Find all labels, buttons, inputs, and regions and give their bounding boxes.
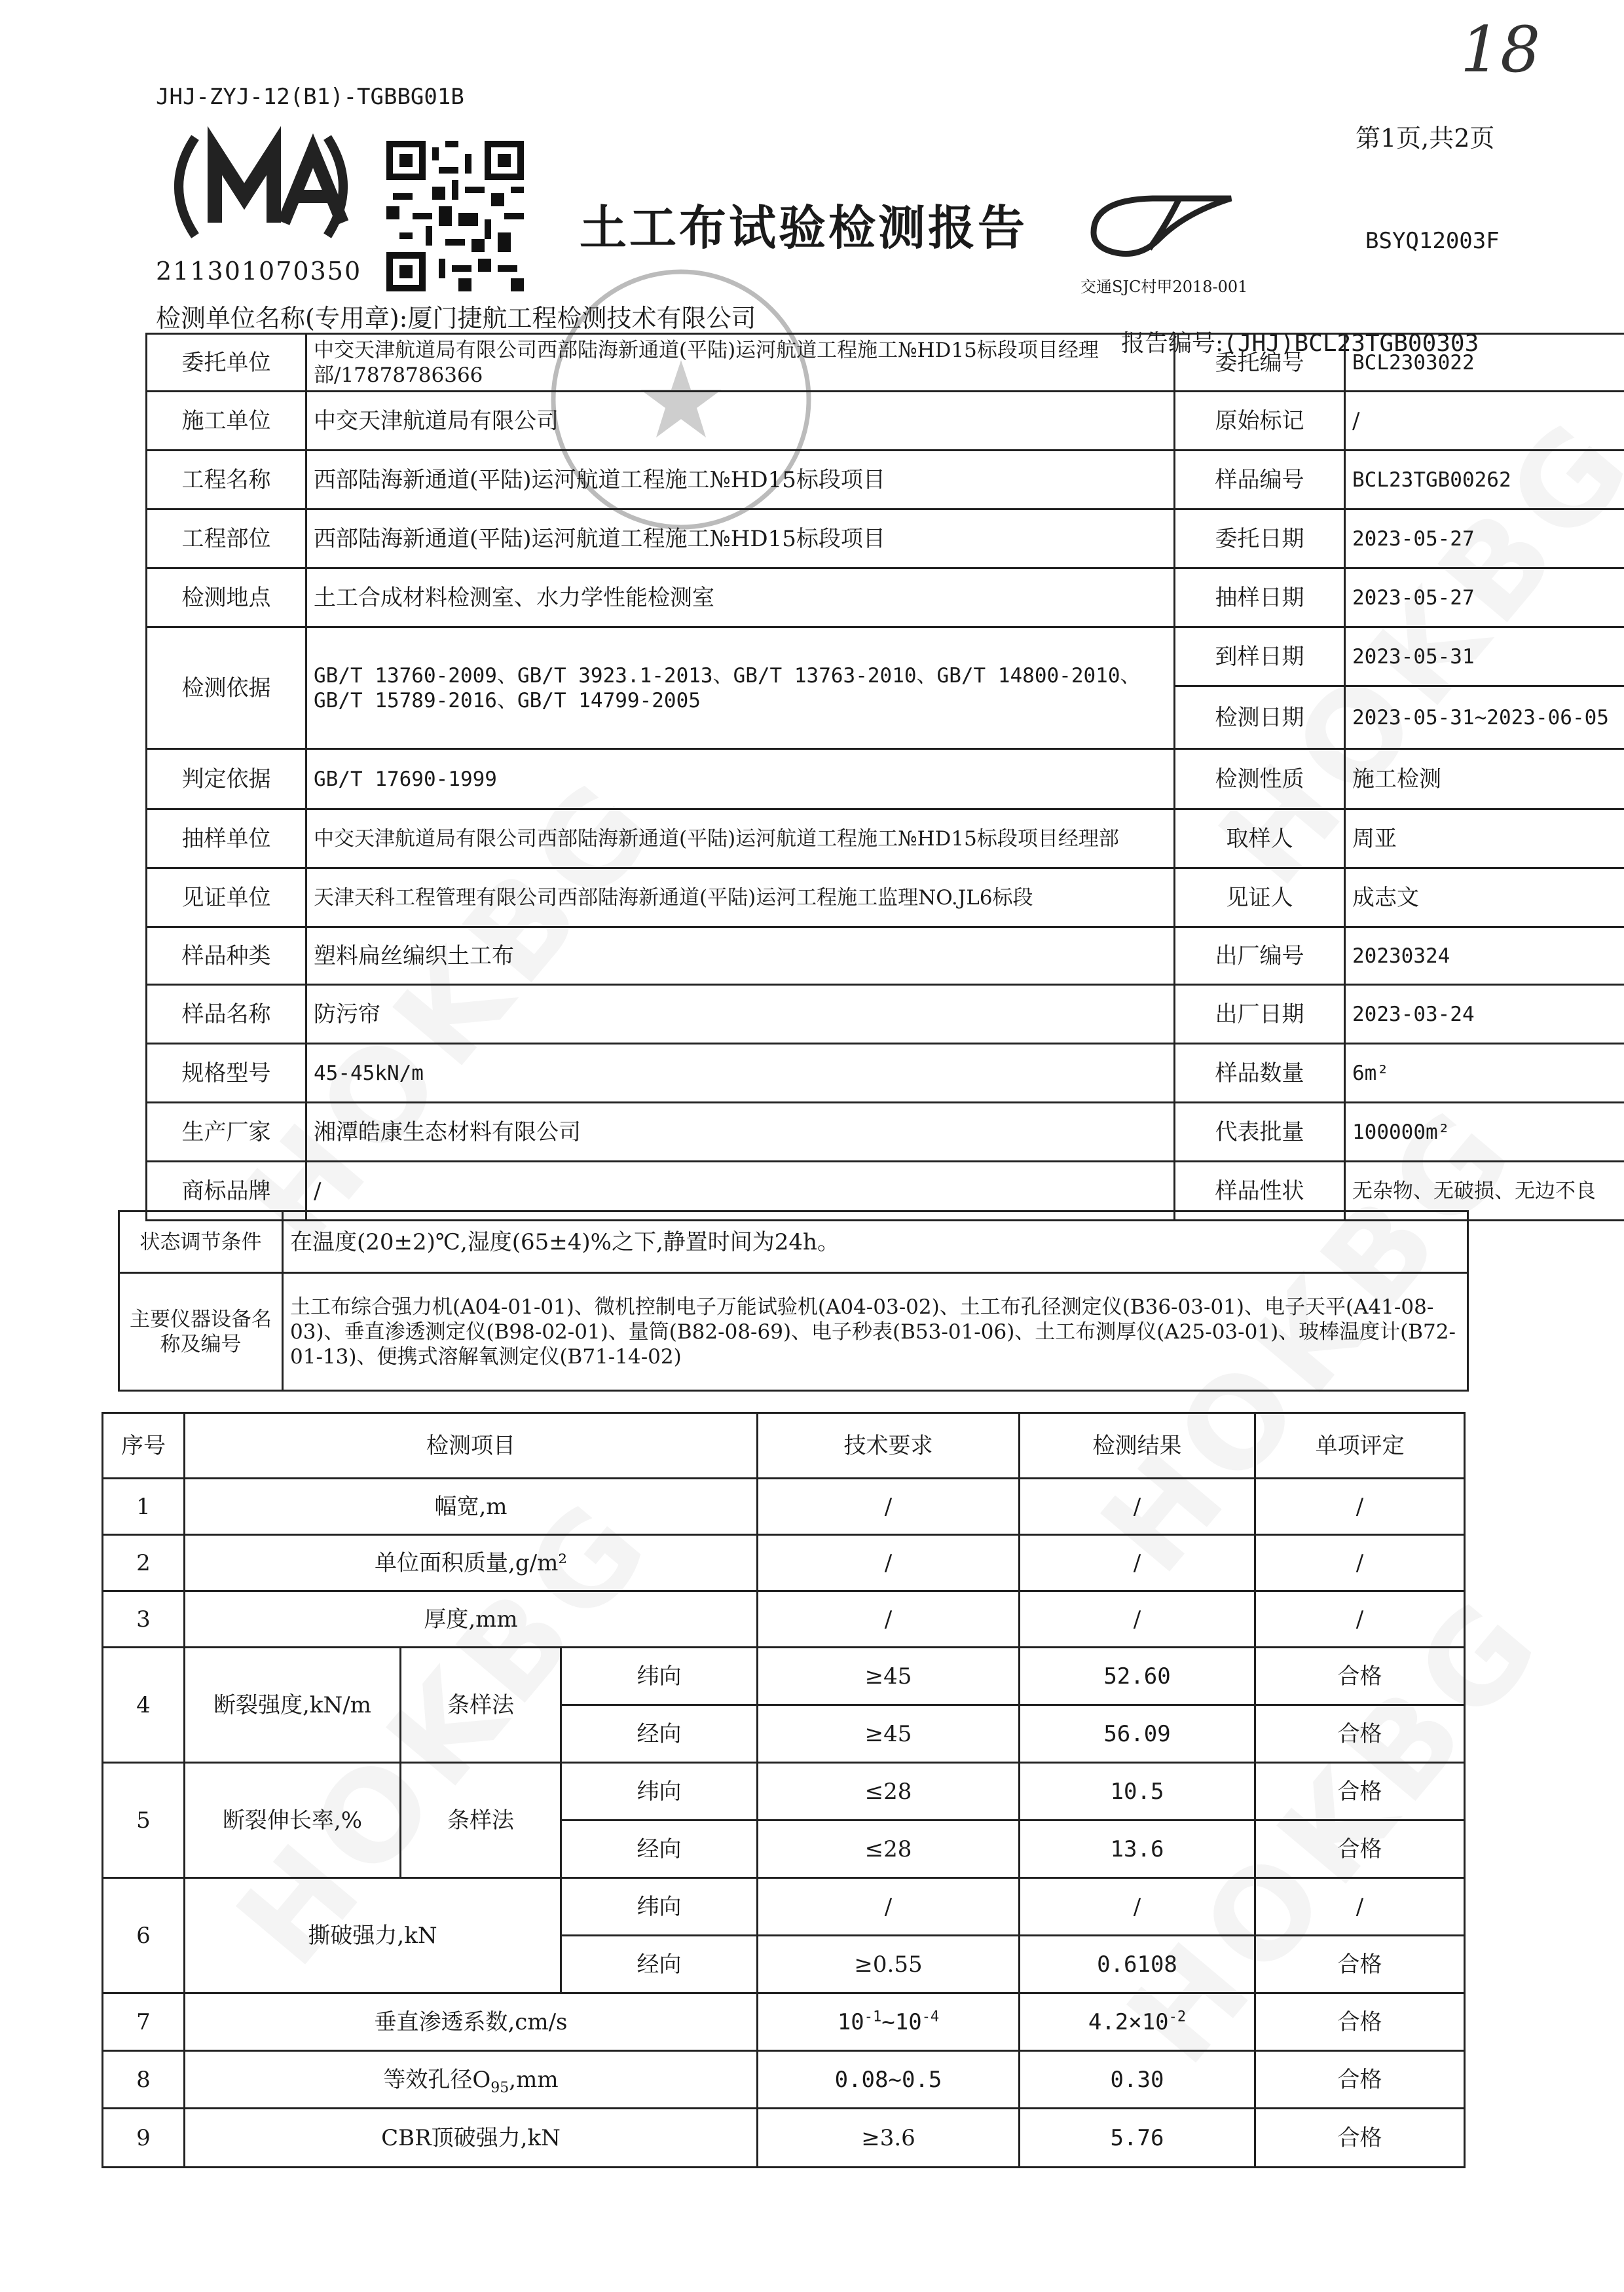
property-label: 样品性状 [1175, 1162, 1345, 1221]
row-result: / [1020, 1591, 1255, 1648]
row-item: 垂直渗透系数,cm/s [185, 1993, 758, 2051]
row-judgement: 合格 [1255, 1705, 1465, 1763]
row-requirement: ≥45 [758, 1705, 1020, 1763]
row-method: 条样法 [401, 1763, 561, 1878]
row-judgement: 合格 [1255, 1763, 1465, 1821]
report-number: (JHJ)BCL23TGB00303 [1223, 330, 1479, 357]
original-mark-value: / [1345, 392, 1624, 451]
sampler-value: 周亚 [1345, 809, 1624, 868]
row-item: 撕破强力,kN [185, 1878, 561, 1993]
row-direction: 纬向 [561, 1878, 758, 1936]
table-row [103, 1763, 1465, 1821]
row-item: 等效孔径$O_{95},mm$ [185, 2051, 758, 2109]
sampler-unit-label: 抽样单位 [147, 809, 306, 868]
quantity-label: 样品数量 [1175, 1044, 1345, 1103]
brand-label: 商标品牌 [147, 1162, 306, 1221]
report-title: 土工布试验检测报告 [580, 200, 1028, 255]
row-no: 9 [103, 2109, 185, 2168]
brand-value: / [306, 1162, 1175, 1221]
test-nature-label: 检测性质 [1175, 749, 1345, 809]
test-date-value: 2023-05-31~2023-06-05 [1345, 686, 1624, 749]
row-result: 5.76 [1020, 2109, 1255, 2168]
row-requirement: / [758, 1535, 1020, 1591]
judge-basis-label: 判定依据 [147, 749, 306, 809]
header-result: 检测结果 [1020, 1413, 1255, 1479]
table-row [103, 1878, 1465, 1936]
factory-no-value: 20230324 [1345, 927, 1624, 985]
project-label: 工程名称 [147, 451, 306, 509]
row-result: 0.30 [1020, 2051, 1255, 2109]
row-no: 8 [103, 2051, 185, 2109]
row-item: 断裂强度,kN/m [185, 1648, 401, 1763]
spec-label: 规格型号 [147, 1044, 306, 1103]
quantity-value: 6m² [1345, 1044, 1624, 1103]
handwritten-page-number: 18 [1460, 13, 1541, 86]
test-site-value: 土工合成材料检测室、水力学性能检测室 [306, 568, 1175, 627]
commission-no-value: BCL2303022 [1345, 334, 1624, 392]
equipment-value: 土工布综合强力机(A04-01-01)、微机控制电子万能试验机(A04-03-02)、土工布孔径测定仪(B36-03-01)、电子天平(A41-08-03)、垂直渗透测定仪(B98-02-01)、量筒(B82-08-69)、电子秒表(B53-01-06)、土工布测厚仪(A25-03-01)、玻棒温度计(B72-01-13)、便携式溶解氧测定仪(B71-14-02) [283, 1273, 1468, 1391]
row-no: 7 [103, 1993, 185, 2051]
witness-label: 见证人 [1175, 868, 1345, 927]
testing-unit-label: 检测单位名称(专用章): [156, 304, 408, 333]
row-no: 3 [103, 1591, 185, 1648]
form-code: JHJ-ZYJ-12(B1)-TGBBG01B [156, 84, 464, 110]
table-row [103, 2051, 1465, 2109]
row-no: 4 [103, 1648, 185, 1763]
row-direction: 经向 [561, 1705, 758, 1763]
table-row [103, 1535, 1465, 1591]
row-judgement: / [1255, 1591, 1465, 1648]
basis-value: GB/T 13760-2009、GB/T 3923.1-2013、GB/T 13763-2010、GB/T 14800-2010、GB/T 15789-2016、GB/T 14799-2005 [306, 627, 1175, 749]
row-requirement: ≥45 [758, 1648, 1020, 1705]
row-result: / [1020, 1535, 1255, 1591]
page-info: 第1页,共2页 [1356, 124, 1495, 153]
factory-no-label: 出厂编号 [1175, 927, 1345, 985]
constructor-value: 中交天津航道局有限公司 [306, 392, 1175, 451]
condition-table [118, 1210, 1469, 1392]
row-item: 单位面积质量,g/m² [185, 1535, 758, 1591]
row-requirement: / [758, 1591, 1020, 1648]
row-judgement: 合格 [1255, 2051, 1465, 2109]
row-no: 1 [103, 1479, 185, 1535]
row-result: 0.6108 [1020, 1936, 1255, 1993]
part-label: 工程部位 [147, 509, 306, 568]
sample-no-value: BCL23TGB00262 [1345, 451, 1624, 509]
test-site-label: 检测地点 [147, 568, 306, 627]
sample-name-label: 样品名称 [147, 985, 306, 1044]
project-value: 西部陆海新通道(平陆)运河航道工程施工№HD15标段项目 [306, 451, 1175, 509]
commission-no-label: 委托编号 [1175, 334, 1345, 392]
sample-type-label: 样品种类 [147, 927, 306, 985]
commission-date-label: 委托日期 [1175, 509, 1345, 568]
header-no: 序号 [103, 1413, 185, 1479]
row-judgement: 合格 [1255, 1648, 1465, 1705]
row-no: 6 [103, 1878, 185, 1993]
sampler-unit-value: 中交天津航道局有限公司西部陆海新通道(平陆)运河航道工程施工№HD15标段项目经理部 [306, 809, 1175, 868]
sampling-date-label: 抽样日期 [1175, 568, 1345, 627]
manufacturer-value: 湘潭皓康生态材料有限公司 [306, 1103, 1175, 1162]
sampler-label: 取样人 [1175, 809, 1345, 868]
row-item: 厚度,mm [185, 1591, 758, 1648]
header-requirement: 技术要求 [758, 1413, 1020, 1479]
row-judgement: / [1255, 1535, 1465, 1591]
row-result: 10.5 [1020, 1763, 1255, 1821]
batch-label: 代表批量 [1175, 1103, 1345, 1162]
testing-unit-line [156, 298, 756, 334]
test-nature-value: 施工检测 [1345, 749, 1624, 809]
witness-unit-value: 天津天科工程管理有限公司西部陆海新通道(平陆)运河工程施工监理NO.JL6标段 [306, 868, 1175, 927]
row-result: 56.09 [1020, 1705, 1255, 1763]
manufacturer-label: 生产厂家 [147, 1103, 306, 1162]
results-table [101, 1412, 1466, 2168]
sample-type-value: 塑料扁丝编织土工布 [306, 927, 1175, 985]
row-direction: 经向 [561, 1936, 758, 1993]
arrival-date-label: 到样日期 [1175, 627, 1345, 686]
part-value: 西部陆海新通道(平陆)运河航道工程施工№HD15标段项目 [306, 509, 1175, 568]
row-requirement: / [758, 1878, 1020, 1936]
row-result: 52.60 [1020, 1648, 1255, 1705]
row-result: / [1020, 1878, 1255, 1936]
row-item: 幅宽,m [185, 1479, 758, 1535]
row-judgement: 合格 [1255, 1993, 1465, 2051]
row-result: 13.6 [1020, 1821, 1255, 1878]
factory-date-label: 出厂日期 [1175, 985, 1345, 1044]
qr-code-icon [386, 141, 524, 291]
info-table [145, 333, 1624, 1221]
cma-logo-icon [156, 124, 365, 249]
row-item: CBR顶破强力,kN [185, 2109, 758, 2168]
transport-qualification-logo-icon [1080, 187, 1244, 268]
witness-unit-label: 见证单位 [147, 868, 306, 927]
commission-date-value: 2023-05-27 [1345, 509, 1624, 568]
row-item: 断裂伸长率,% [185, 1763, 401, 1878]
row-judgement: 合格 [1255, 1936, 1465, 1993]
client-value: 中交天津航道局有限公司西部陆海新通道(平陆)运河航道工程施工№HD15标段项目经理部/17878786366 [306, 334, 1175, 392]
sample-name-value: 防污帘 [306, 985, 1175, 1044]
property-value: 无杂物、无破损、无边不良 [1345, 1162, 1624, 1221]
factory-date-value: 2023-03-24 [1345, 985, 1624, 1044]
table-row [103, 1591, 1465, 1648]
table-row [103, 2109, 1465, 2168]
header-judgement: 单项评定 [1255, 1413, 1465, 1479]
original-mark-label: 原始标记 [1175, 392, 1345, 451]
equipment-label: 主要仪器设备名称及编号 [119, 1273, 283, 1391]
batch-value: 100000m² [1345, 1103, 1624, 1162]
row-judgement: / [1255, 1479, 1465, 1535]
constructor-label: 施工单位 [147, 392, 306, 451]
row-judgement: 合格 [1255, 2109, 1465, 2168]
row-requirement: ≥3.6 [758, 2109, 1020, 2168]
row-result: $4.2\times 10^{-2}$ [1020, 1993, 1255, 2051]
row-direction: 经向 [561, 1821, 758, 1878]
basis-label: 检测依据 [147, 627, 306, 749]
table-row [103, 1993, 1465, 2051]
condition-label: 状态调节条件 [119, 1211, 283, 1273]
table-row [103, 1479, 1465, 1535]
row-requirement: ≥0.55 [758, 1936, 1020, 1993]
sampling-date-value: 2023-05-27 [1345, 568, 1624, 627]
judge-basis-value: GB/T 17690-1999 [306, 749, 1175, 809]
transport-logo-caption: 交通SJC村甲2018-001 [1080, 278, 1248, 296]
row-requirement: 0.08~0.5 [758, 2051, 1020, 2109]
document-code: BSYQ12003F [1365, 228, 1500, 254]
row-direction: 纬向 [561, 1648, 758, 1705]
row-requirement: ≤28 [758, 1821, 1020, 1878]
witness-value: 成志文 [1345, 868, 1624, 927]
report-number-label: 报告编号: [1121, 330, 1224, 357]
row-judgement: 合格 [1255, 1821, 1465, 1878]
header-item: 检测项目 [185, 1413, 758, 1479]
arrival-date-value: 2023-05-31 [1345, 627, 1624, 686]
cma-number: 211301070350 [156, 257, 362, 286]
row-no: 5 [103, 1763, 185, 1878]
sample-no-label: 样品编号 [1175, 451, 1345, 509]
row-requirement: $10^{-1}\sim 10^{-4}$ [758, 1993, 1020, 2051]
row-method: 条样法 [401, 1648, 561, 1763]
row-result: / [1020, 1479, 1255, 1535]
testing-unit-name: 厦门捷航工程检测技术有限公司 [407, 304, 756, 333]
row-judgement: / [1255, 1878, 1465, 1936]
row-requirement: ≤28 [758, 1763, 1020, 1821]
spec-value: 45-45kN/m [306, 1044, 1175, 1103]
condition-value: 在温度(20±2)℃,湿度(65±4)%之下,静置时间为24h。 [283, 1211, 1468, 1273]
row-direction: 纬向 [561, 1763, 758, 1821]
row-no: 2 [103, 1535, 185, 1591]
row-requirement: / [758, 1479, 1020, 1535]
table-row [103, 1648, 1465, 1705]
client-label: 委托单位 [147, 334, 306, 392]
test-date-label: 检测日期 [1175, 686, 1345, 749]
